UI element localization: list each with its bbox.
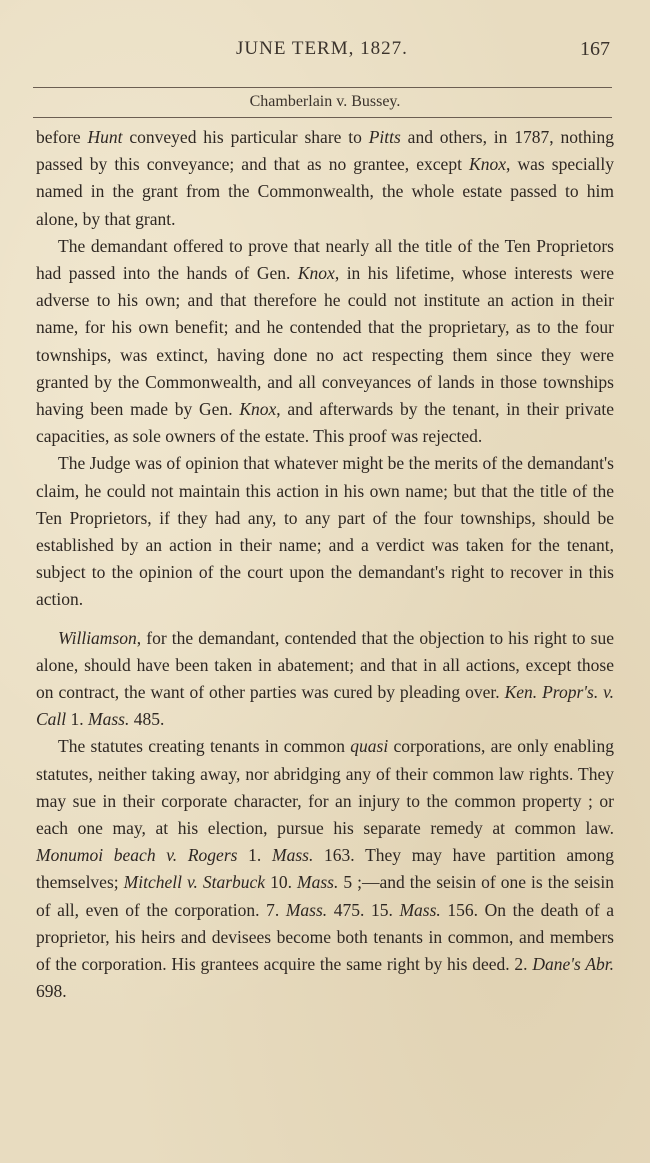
italic-text-segment: Pitts bbox=[368, 127, 401, 147]
text-segment: 156. On the death of a proprietor, his heirs and devisees become both tenants in common, and members of the corporation. His grantees acquire the same right by his deed. 2. bbox=[36, 899, 615, 975]
header-rule-bottom bbox=[33, 117, 612, 118]
paragraph-1 bbox=[36, 124, 614, 233]
text-segment: The demandant offered to prove that nearly all the title of the Ten Proprietors had passed into the hands of Gen. bbox=[36, 235, 614, 284]
italic-text-segment: quasi bbox=[350, 736, 389, 757]
text-segment: , was specially named in the grant from the Commonwealth, the whole estate passed to him alone, by that grant. bbox=[36, 154, 614, 229]
italic-text-segment: Hunt bbox=[87, 127, 123, 147]
case-title: Chamberlain v. Bussey. bbox=[249, 93, 401, 110]
italic-text-segment: Knox bbox=[469, 154, 506, 175]
header-rule-top bbox=[33, 87, 612, 88]
running-head: JUNE TERM, 1827. bbox=[236, 38, 408, 59]
text-segment: 5 ;—and the seisin of one is the seisin of all, even of the corporation. 7. bbox=[36, 872, 614, 920]
italic-text-segment: Knox bbox=[239, 399, 277, 420]
italic-text-segment: Mass. bbox=[399, 899, 441, 920]
text-segment: 1. bbox=[237, 845, 272, 866]
text-segment: , in his lifetime, whose interests were adverse to his own; and that therefore he could not institute an action in their name, for his own benefit; and he contended that the proprietary, as to the four townships, was extinct, having done no act respecting them since they were granted by the Commonwealth, and all conveyances of lands in those townships having been made by Gen. bbox=[36, 263, 614, 420]
italic-text-segment: Ken. Propr's. v. Call bbox=[36, 682, 614, 730]
text-segment: 10. bbox=[265, 872, 298, 893]
paragraph-5 bbox=[36, 733, 614, 1005]
text-segment: conveyed his particular share to bbox=[122, 127, 369, 147]
text-segment: 1. bbox=[66, 709, 89, 730]
paragraph-4 bbox=[36, 625, 614, 734]
italic-text-segment: Williamson bbox=[58, 627, 137, 648]
italic-text-segment: Dane's Abr. bbox=[532, 954, 615, 975]
text-segment: The Judge was of opinion that whatever might be the merits of the demandant's claim, he could not maintain this action in his own name; but that the title of the Ten Proprietors, if they had any, to any part of the four townships, should be established by an action in their name; and a verdict was taken for the tenant, subject to the opinion of the court upon the demandant's right to recover in this action. bbox=[36, 453, 614, 610]
italic-text-segment: Mass. bbox=[285, 899, 328, 920]
text-segment: The statutes creating tenants in common bbox=[58, 736, 351, 757]
text-segment: , for the demandant, contended that the objection to his right to sue alone, should have been taken in abatement; and that in all actions, except those on contract, the want of other parties was cured by pleading over. bbox=[36, 627, 614, 703]
text-segment: 698. bbox=[36, 981, 67, 1002]
text-segment: 163. They may have partition among themselves; bbox=[36, 845, 614, 893]
italic-text-segment: Mass. bbox=[88, 709, 130, 730]
italic-text-segment: Mitchell v. Starbuck bbox=[123, 872, 266, 893]
text-segment: corporations, are only enabling statutes, neither taking away, nor abridging any of their common law rights. They may sue in their corporate character, for an injury to the common property ; or each one may, at his election, pursue his separate remedy at common law. bbox=[36, 736, 614, 839]
body-text bbox=[36, 124, 614, 1006]
text-segment: 485. bbox=[129, 709, 165, 730]
paragraph-2 bbox=[36, 233, 614, 451]
paragraph-3 bbox=[36, 450, 614, 613]
italic-text-segment: Knox bbox=[297, 263, 335, 284]
text-segment: and others, in 1787, nothing passed by this conveyance; and that as no grantee, except bbox=[36, 127, 614, 175]
text-segment: before bbox=[36, 127, 88, 147]
italic-text-segment: Monumoi beach v. Rogers bbox=[36, 845, 238, 866]
text-segment: , and afterwards by the tenant, in their private capacities, as sole owners of the estate. This proof was rejected. bbox=[36, 399, 614, 447]
italic-text-segment: Mass. bbox=[297, 872, 339, 893]
page-number: 167 bbox=[580, 38, 610, 60]
text-segment: 475. 15. bbox=[327, 899, 400, 920]
italic-text-segment: Mass. bbox=[272, 845, 314, 866]
